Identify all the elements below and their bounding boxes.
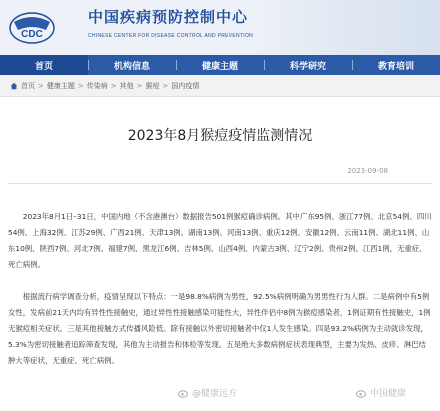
- breadcrumb-item-domestic[interactable]: 国内疫情: [171, 81, 200, 90]
- breadcrumb-separator: >: [136, 81, 143, 90]
- watermark-text: 中国健康: [370, 389, 407, 399]
- logo-text: CDC: [21, 29, 43, 40]
- breadcrumb-separator: >: [38, 81, 44, 90]
- breadcrumb-separator: >: [110, 81, 117, 90]
- breadcrumb-item-infectious-disease[interactable]: 传染病: [86, 81, 108, 90]
- home-icon: [10, 82, 18, 90]
- watermark: [356, 386, 406, 399]
- breadcrumb-item-other[interactable]: 其他: [119, 81, 134, 90]
- article-date: 2023-09-08: [347, 167, 388, 175]
- breadcrumb: [0, 75, 440, 97]
- site-header: [0, 0, 440, 55]
- weibo-icon: [178, 388, 190, 398]
- breadcrumb-item-home[interactable]: 首页: [21, 81, 35, 90]
- weibo-icon: [356, 388, 368, 398]
- watermark-text: @健康远方: [192, 389, 238, 399]
- breadcrumb-separator: >: [162, 81, 169, 90]
- article-title: 2023年8月猴痘疫情监测情况: [127, 128, 313, 144]
- cdc-logo[interactable]: [8, 10, 56, 46]
- header-decoration: [240, 0, 440, 55]
- article-paragraph-1: 2023年8月1日–31日，中国内地（不含港澳台）数据报告501例猴痘确诊病例。其中广东95例、浙江77例、北京54例、四川54例、上海32例、江苏29例、广西21例、天津13例、湖南13例、河南13例、重庆12例、安徽12例、云南11例、湖北11例、山东10例、陕西7例、河北7例、福建7例、黑龙江6例、吉林5例、山西4例、内蒙古3例、辽宁2例、贵州2例、江西1例，无重症、死亡病例。: [8, 212, 432, 269]
- site-name-english: CHINESE CENTER FOR DISEASE CONTROL AND PREVENTION: [88, 33, 254, 39]
- breadcrumb-item-health-topics[interactable]: 健康主题: [46, 81, 75, 90]
- nav-item-research[interactable]: 科学研究: [264, 55, 352, 75]
- nav-item-education[interactable]: 教育培训: [352, 55, 440, 75]
- breadcrumb-item-mpox[interactable]: 猴痘: [145, 81, 160, 90]
- site-name[interactable]: 中国疾病预防控制中心: [88, 8, 249, 26]
- article-paragraph-2: 根据流行病学调查分析，疫情呈现以下特点：一是98.8%病例为男性，92.5%病例明确为男男性行为人群。二是病例中有5例女性，发病前21天内均有异性性接触史，通过异性性接触感染可能性大，异性伴侣中8例为猴痘感染者，1例证期有性接触史，1例无猴痘相关症状。三是其他接触方式传播风险低。除有接触以外密切接触者中仅1人发生感染。四是93.2%病例为主动就诊发现，5.3%为密切接触者追踪筛查发现，其他为主动报告和体检等发现。五是绝大多数病例症状表现典型，主要为发热、皮疹、淋巴结肿大等症状，无重症、死亡病例。: [8, 292, 431, 365]
- nav-item-home[interactable]: 首页: [0, 55, 88, 75]
- main-nav: [0, 55, 440, 75]
- watermark: [178, 386, 237, 399]
- nav-item-health-topics[interactable]: 健康主题: [176, 55, 264, 75]
- divider: [8, 183, 432, 184]
- nav-item-organization[interactable]: 机构信息: [88, 55, 176, 75]
- breadcrumb-separator: >: [77, 81, 84, 90]
